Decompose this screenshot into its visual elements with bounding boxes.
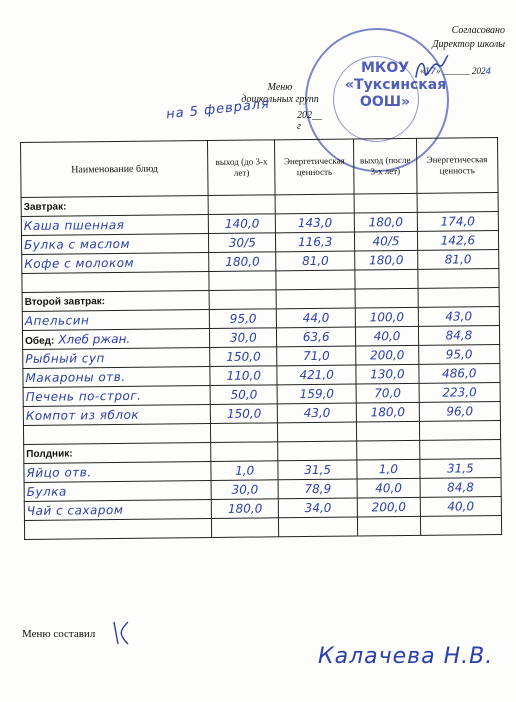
table-row xyxy=(24,515,501,539)
dish-name: Каша пшенная xyxy=(21,215,209,236)
menu-subtitle: дошкольных групп xyxy=(241,94,319,105)
dish-en1: 71,0 xyxy=(277,346,356,366)
dish-en1: 31,5 xyxy=(278,460,357,480)
section-cell-en2: 84,8 xyxy=(418,325,499,345)
menu-table-body xyxy=(21,137,502,539)
dish-out1 xyxy=(211,423,278,443)
section-label xyxy=(21,196,209,217)
section-cell-out2 xyxy=(355,288,418,308)
approval-year: 202 xyxy=(471,66,486,76)
dish-en1: 421,0 xyxy=(277,365,356,385)
dish-name: Чай с сахаром xyxy=(24,500,212,521)
dish-name xyxy=(23,424,211,445)
section-cell-en2 xyxy=(419,439,500,459)
dish-out2 xyxy=(358,516,421,536)
dish-en1 xyxy=(276,270,355,290)
dish-en2 xyxy=(418,268,499,288)
composer-label: Меню составил xyxy=(22,628,96,640)
dish-out2: 40/5 xyxy=(355,231,418,251)
dish-out1: 140,0 xyxy=(209,214,276,234)
approval-day: 17 xyxy=(424,67,436,77)
dish-en2 xyxy=(419,420,500,440)
approval-date: «17» ______ 2024 xyxy=(420,66,492,77)
dish-en2: 96,0 xyxy=(419,401,500,421)
composer-signature xyxy=(108,618,138,648)
dish-out2: 40,0 xyxy=(357,478,420,498)
header-out-old: выход (после 3-х лет) xyxy=(354,138,417,194)
dish-out2: 180,0 xyxy=(355,250,418,270)
dish-en1: 116,3 xyxy=(276,232,355,252)
section-cell-out2: 40,0 xyxy=(356,326,419,346)
dish-name: Булка xyxy=(24,481,212,502)
section-cell-en2 xyxy=(417,192,498,212)
section-cell-out2 xyxy=(357,440,420,460)
dish-en1 xyxy=(279,517,358,537)
dish-out1: 30/5 xyxy=(209,233,276,253)
dish-out2: 70,0 xyxy=(356,383,419,403)
section-label xyxy=(24,443,212,464)
dish-name: Компот из яблок xyxy=(23,405,211,426)
section-label xyxy=(22,291,210,312)
dish-en1: 81,0 xyxy=(276,251,355,271)
dish-name: Рыбный суп xyxy=(23,348,211,369)
menu-table xyxy=(20,137,502,540)
dish-out2: 200,0 xyxy=(357,497,420,517)
section-label-text: Завтрак: xyxy=(23,201,67,213)
header-energy-old: Энергетическая ценность xyxy=(416,137,498,193)
section-cell-out1 xyxy=(209,195,276,215)
table-header-row xyxy=(21,137,499,197)
dish-en1: 44,0 xyxy=(276,308,355,328)
section-cell-en1 xyxy=(278,441,357,461)
dish-name xyxy=(24,519,212,540)
section-cell-out1 xyxy=(210,290,277,310)
composer-name: Калачева Н.В. xyxy=(318,644,494,669)
header-energy-young: Энергетическая ценность xyxy=(275,139,355,195)
dish-en2: 486,0 xyxy=(419,363,500,383)
section-cell-en2 xyxy=(418,287,499,307)
dish-en2: 223,0 xyxy=(419,382,500,402)
section-label-dish: Хлеб ржан. xyxy=(58,331,131,347)
header-name: Наименование блюд xyxy=(21,141,209,198)
dish-out1 xyxy=(209,271,276,291)
dish-name xyxy=(22,272,210,293)
section-cell-out2 xyxy=(354,193,417,213)
dish-out1: 95,0 xyxy=(210,309,277,329)
dish-out2: 200,0 xyxy=(356,345,419,365)
dish-en1: 159,0 xyxy=(277,384,356,404)
dish-en1 xyxy=(278,422,357,442)
menu-year-prefix: 202 xyxy=(297,110,312,121)
dish-out1: 150,0 xyxy=(211,404,278,424)
dish-en2: 40,0 xyxy=(420,496,501,516)
dish-out1: 1,0 xyxy=(211,461,278,481)
menu-year: 202__ г xyxy=(297,110,322,132)
dish-out1: 30,0 xyxy=(212,480,279,500)
section-label xyxy=(22,329,210,350)
section-cell-en1 xyxy=(276,289,355,309)
dish-name: Печень по-строг. xyxy=(23,386,211,407)
dish-en1: 143,0 xyxy=(275,213,354,233)
dish-en2 xyxy=(420,515,501,535)
section-cell-en1: 63,6 xyxy=(277,327,356,347)
dish-en2: 174,0 xyxy=(417,211,498,231)
section-cell-out1 xyxy=(211,442,278,462)
dish-en2: 95,0 xyxy=(418,344,499,364)
menu-date-handwritten: на 5 февраля xyxy=(165,96,271,123)
approval-position: Директор школы xyxy=(432,39,505,50)
header-out-young: выход (до 3-х лет) xyxy=(208,140,275,196)
approval-year-hand: 4 xyxy=(485,67,492,77)
section-label-text: Второй завтрак: xyxy=(24,295,106,308)
dish-out2: 100,0 xyxy=(355,307,418,327)
dish-out2: 180,0 xyxy=(356,402,419,422)
dish-name: Булка с маслом xyxy=(21,234,209,255)
menu-title: Меню xyxy=(267,82,293,93)
dish-out2: 1,0 xyxy=(357,459,420,479)
dish-name: Апельсин xyxy=(22,310,210,331)
dish-en1: 78,9 xyxy=(278,479,357,499)
dish-out1: 180,0 xyxy=(212,499,279,519)
dish-out1: 180,0 xyxy=(209,252,276,272)
stamp-org: МКОУ «Туксинская ООШ» xyxy=(345,60,447,110)
dish-out2 xyxy=(357,421,420,441)
section-label-text: Полдник: xyxy=(26,447,73,460)
dish-en2: 31,5 xyxy=(420,458,501,478)
dish-name: Кофе с молоком xyxy=(22,253,210,274)
section-cell-out1: 30,0 xyxy=(210,328,277,348)
dish-name: Макароны отв. xyxy=(23,367,211,388)
section-label-text: Обед: xyxy=(25,335,55,347)
dish-out2: 130,0 xyxy=(356,364,419,384)
dish-out2: 180,0 xyxy=(354,212,417,232)
menu-year-letter: г xyxy=(297,121,301,132)
dish-en2: 81,0 xyxy=(417,249,498,269)
dish-en1: 34,0 xyxy=(278,498,357,518)
dish-en2: 84,8 xyxy=(420,477,501,497)
dish-out1: 110,0 xyxy=(210,366,277,386)
dish-en2: 43,0 xyxy=(418,306,499,326)
section-cell-en1 xyxy=(275,194,354,214)
approval-title: Согласовано xyxy=(451,25,505,36)
dish-out1 xyxy=(212,518,279,538)
dish-out2 xyxy=(355,269,418,289)
dish-name: Яйцо отв. xyxy=(24,462,212,483)
dish-en1: 43,0 xyxy=(277,403,356,423)
dish-en2: 142,6 xyxy=(417,230,498,250)
dish-out1: 50,0 xyxy=(211,385,278,405)
dish-out1: 150,0 xyxy=(210,347,277,367)
